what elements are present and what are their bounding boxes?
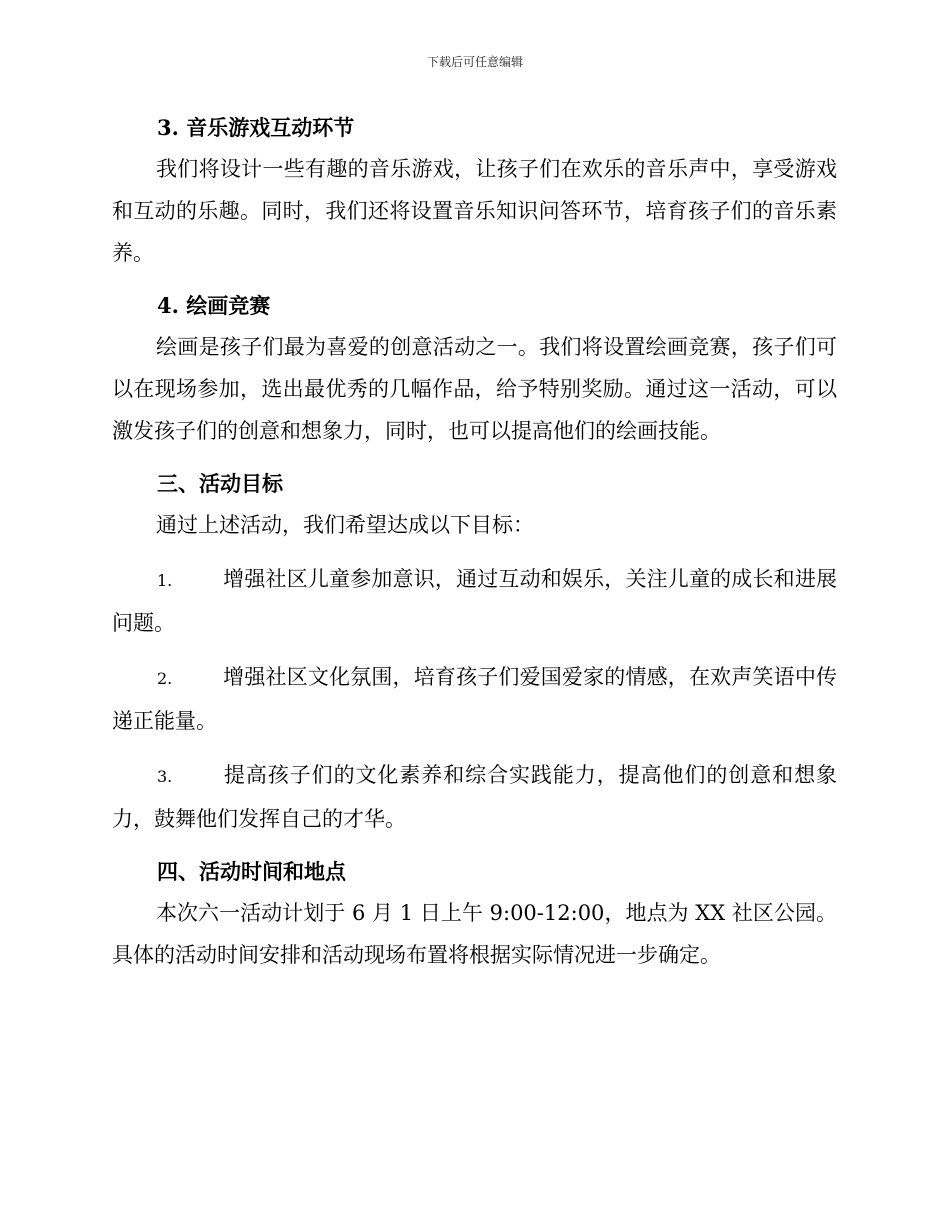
section-goals <box>112 464 837 840</box>
list-item <box>112 656 837 742</box>
list-item <box>112 558 837 644</box>
list-item <box>112 754 837 840</box>
list-item-number: 3. <box>157 767 173 786</box>
section-heading: 3. 音乐游戏互动环节 <box>157 115 355 140</box>
section-time-place <box>112 852 837 976</box>
section-heading: 三、活动目标 <box>157 471 283 496</box>
list-item-number: 2. <box>157 669 173 688</box>
list-item-text: 增强社区儿童参加意识，通过互动和娱乐，关注儿童的成长和进展问题。 <box>112 567 837 635</box>
list-item-text: 提高孩子们的文化素养和综合实践能力，提高他们的创意和想象力，鼓舞他们发挥自己的才华。 <box>112 763 837 831</box>
section-paragraph: 本次六一活动计划于 6 月 1 日上午 9:00-12:00，地点为 XX 社区公园。具体的活动时间安排和活动现场布置将根据实际情况进一步确定。 <box>112 901 837 967</box>
section-heading: 4. 绘画竞赛 <box>157 293 271 318</box>
page-header: 下载后可任意编辑 <box>426 55 523 69</box>
section-painting-contest <box>112 286 837 452</box>
section-paragraph: 绘画是孩子们最为喜爱的创意活动之一。我们将设置绘画竞赛，孩子们可以在现场参加，选出最优秀的几幅作品，给予特别奖励。通过这一活动，可以激发孩子们的创意和想象力，同时，也可以提高他们的绘画技能。 <box>112 335 837 443</box>
list-item-text: 增强社区文化氛围，培育孩子们爱国爱家的情感，在欢声笑语中传递正能量。 <box>112 665 837 733</box>
section-heading: 四、活动时间和地点 <box>157 859 346 884</box>
document-body <box>112 108 837 988</box>
section-intro: 通过上述活动，我们希望达成以下目标： <box>156 513 534 537</box>
list-item-number: 1. <box>157 571 173 590</box>
section-paragraph: 我们将设计一些有趣的音乐游戏，让孩子们在欢乐的音乐声中，享受游戏和互动的乐趣。同时，我们还将设置音乐知识问答环节，培育孩子们的音乐素养。 <box>112 157 837 265</box>
section-music-games <box>112 108 837 274</box>
